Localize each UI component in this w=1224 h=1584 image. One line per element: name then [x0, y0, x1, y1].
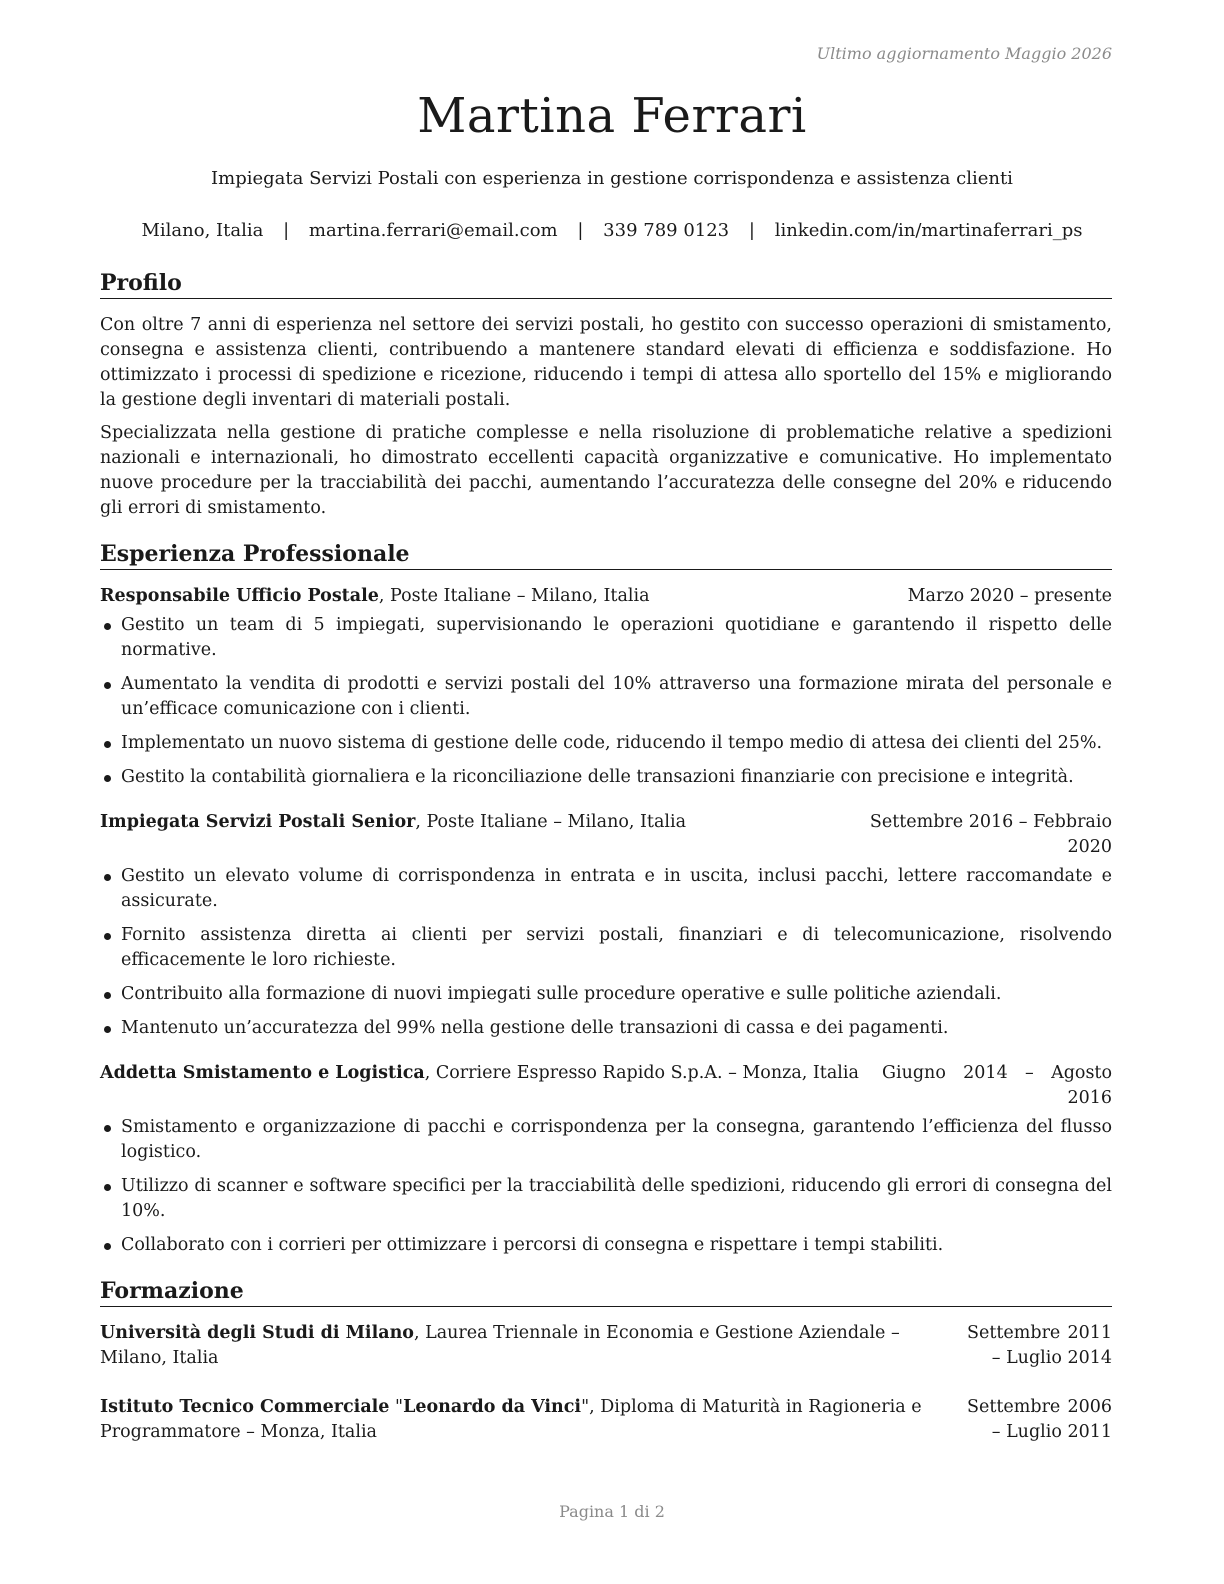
list-item: Utilizzo di scanner e software specifici per la tracciabilità delle spedizioni, riducendo gli errori di consegna del 10%. — [100, 1174, 1112, 1224]
job-entry — [100, 584, 1112, 790]
experience-section — [100, 541, 1112, 1258]
section-title-education: Formazione — [100, 1278, 1112, 1307]
list-item: Implementato un nuovo sistema di gestione delle code, riducendo il tempo medio di attesa dei clienti del 25%. — [100, 731, 1112, 756]
education-dates: Settembre 2011 – Luglio 2014 — [967, 1323, 1112, 1368]
job-role: Addetta Smistamento e Logistica — [100, 1063, 425, 1083]
last-updated: Ultimo aggiornamento Maggio 2026 — [816, 44, 1112, 63]
profile-paragraph: Con oltre 7 anni di esperienza nel settore dei servizi postali, ho gestito con successo operazioni di smistamento, consegna e assistenza clienti, contribuendo a mantenere standard elevati di efficienza e soddisfazione. Ho ottimizzato i processi di spedizione e ricezione, riducendo i tempi di attesa allo sportello del 15% e migliorando la gestione degli inventari di materiali postali. — [100, 315, 1112, 410]
contact-line — [0, 220, 1224, 241]
job-entry — [100, 1061, 1112, 1258]
education-institution: Università degli Studi di Milano — [100, 1323, 414, 1343]
job-bullets — [100, 613, 1112, 790]
contact-separator: | — [748, 220, 755, 241]
list-item: Smistamento e organizzazione di pacchi e corrispondenza per la consegna, garantendo l’efficienza del flusso logistico. — [100, 1115, 1112, 1165]
job-role: Responsabile Ufficio Postale — [100, 586, 379, 606]
list-item: Gestito un team di 5 impiegati, supervisionando le operazioni quotidiane e garantendo il rispetto delle normative. — [100, 613, 1112, 663]
list-item: Gestito un elevato volume di corrispondenza in entrata e in uscita, inclusi pacchi, lettere raccomandate e assicurate. — [100, 864, 1112, 914]
job-entry — [100, 810, 1112, 1041]
job-bullets — [100, 864, 1112, 1041]
contact-separator: | — [283, 220, 290, 241]
tagline: Impiegata Servizi Postali con esperienza in gestione corrispondenza e assistenza clienti — [211, 168, 1013, 189]
education-entry — [100, 1395, 1112, 1445]
education-entry — [100, 1321, 1112, 1371]
resume-body — [100, 270, 1112, 1469]
job-dates: Settembre 2016 – Febbraio 2020 — [869, 812, 1112, 857]
contact-separator: | — [577, 220, 584, 241]
contact-email[interactable]: martina.ferrari@email.com — [308, 220, 558, 241]
profile-section — [100, 270, 1112, 521]
education-details: , Laurea Triennale in Economia e Gestione Aziendale – Milano, Italia — [100, 1323, 900, 1368]
section-title-experience: Esperienza Professionale — [100, 541, 1112, 570]
profile-paragraph: Specializzata nella gestione di pratiche complesse e nella risoluzione di problematiche relative a spedizioni nazionali e internazionali, ho dimostrato eccellenti capacità organizzative e comunicative. Ho implementato nuove procedure per la tracciabilità dei pacchi, aumentando l’accuratezza delle consegne del 20% e riducendo gli errori di smistamento. — [100, 423, 1112, 518]
education-details: , Diploma di Maturità in Ragioneria e Programmatore – Monza, Italia — [100, 1397, 922, 1442]
education-institution: Istituto Tecnico Commerciale — [100, 1397, 390, 1417]
list-item: Aumentato la vendita di prodotti e servizi postali del 10% attraverso una formazione mirata del personale e un’efficace comunicazione con i clienti. — [100, 672, 1112, 722]
job-company: , Poste Italiane – Milano, Italia — [378, 586, 650, 606]
list-item: Gestito la contabilità giornaliera e la riconciliazione delle transazioni finanziarie con precisione e integrità. — [100, 765, 1112, 790]
job-role: Impiegata Servizi Postali Senior — [100, 812, 416, 832]
list-item: Contribuito alla formazione di nuovi impiegati sulle procedure operative e sulle politiche aziendali. — [100, 982, 1112, 1007]
job-company: , Corriere Espresso Rapido S.p.A. – Monza, Italia — [424, 1063, 859, 1083]
contact-linkedin[interactable]: linkedin.com/in/martinaferrari_ps — [774, 220, 1083, 241]
candidate-name: Martina Ferrari — [417, 88, 807, 144]
job-header — [100, 810, 1112, 860]
list-item: Collaborato con i corrieri per ottimizzare i percorsi di consegna e rispettare i tempi stabiliti. — [100, 1233, 1112, 1258]
list-item: Fornito assistenza diretta ai clienti per servizi postali, finanziari e di telecomunicazione, risolvendo efficacemente le loro richieste. — [100, 923, 1112, 973]
job-header — [100, 584, 1112, 609]
contact-location: Milano, Italia — [141, 220, 264, 241]
job-company: , Poste Italiane – Milano, Italia — [415, 812, 687, 832]
page-number: Pagina 1 di 2 — [559, 1502, 665, 1521]
job-header — [100, 1061, 1112, 1111]
job-dates: Marzo 2020 – presente — [907, 586, 1112, 606]
job-dates: Giugno 2014 – Agosto 2016 — [882, 1063, 1112, 1108]
education-quote: " — [581, 1397, 590, 1417]
education-quote: " — [389, 1397, 404, 1417]
education-section — [100, 1278, 1112, 1445]
list-item: Mantenuto un’accuratezza del 99% nella gestione delle transazioni di cassa e dei pagamenti. — [100, 1016, 1112, 1041]
section-title-profile: Profilo — [100, 270, 1112, 299]
contact-phone[interactable]: 339 789 0123 — [603, 220, 730, 241]
education-institution-name: Leonardo da Vinci — [403, 1397, 582, 1417]
education-dates: Settembre 2006 – Luglio 2011 — [967, 1397, 1112, 1442]
job-bullets — [100, 1115, 1112, 1258]
